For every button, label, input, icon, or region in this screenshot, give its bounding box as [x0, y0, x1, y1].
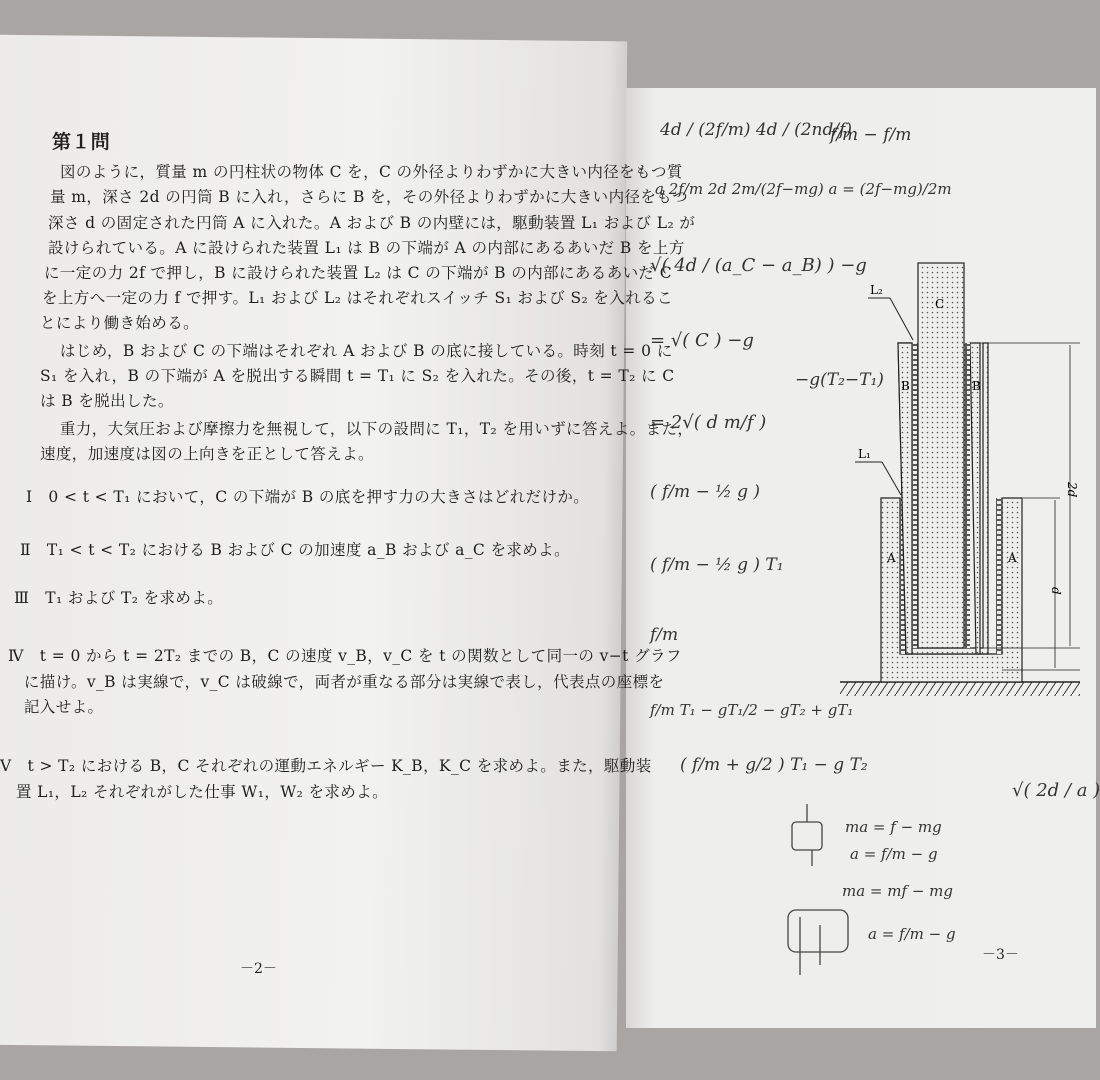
question-2-line: Ⅱ T₁ < t < T₂ における B および C の加速度 a_B および a_C を求めよ。	[20, 541, 570, 559]
paragraph-line: 図のように，質量 m の円柱状の物体 C を，C の外径よりわずかに大きい内径をもつ質	[60, 163, 683, 181]
note: √( 2d / a )	[1012, 780, 1100, 801]
left-page-number: －2－	[240, 961, 277, 977]
label-b-left: B	[901, 379, 910, 393]
cylinder-figure	[840, 250, 1080, 710]
paragraph-line: S₁ を入れ，B の下端が A を脱出する瞬間 t = T₁ に S₂ を入れた。その後，t = T₂ に C	[40, 367, 675, 385]
note: ma = f − mg	[845, 818, 942, 836]
paragraph-line: はじめ，B および C の下端はそれぞれ A および B の底に接している。時刻 t = 0 に	[44, 342, 673, 360]
free-body-sketch-2	[780, 905, 870, 985]
note: a = f/m − g	[868, 925, 956, 943]
leader-line-l1	[882, 462, 901, 495]
note: ma = mf − mg	[842, 882, 953, 900]
note: ( f/m − ½ g )	[650, 482, 761, 502]
right-page-number: －3－	[982, 947, 1019, 963]
label-a-left: A	[887, 551, 896, 565]
paragraph-line: 速度，加速度は図の上向きを正として答えよ。	[40, 445, 374, 463]
ground-hatch	[840, 682, 1080, 696]
device-l2-right	[964, 343, 970, 648]
label-l1: L₁	[858, 447, 871, 461]
label-c: C	[935, 297, 945, 311]
device-l1-right	[996, 498, 1002, 654]
question-3-line: Ⅲ T₁ および T₂ を求めよ。	[14, 589, 224, 607]
note: f/m T₁ − gT₁/2 − gT₂ + gT₁	[650, 701, 854, 719]
label-b-right: B	[972, 379, 981, 393]
note: f/m − f/m	[830, 125, 912, 145]
object-c	[918, 263, 964, 648]
label-d: d	[1049, 587, 1063, 595]
paragraph-line: は B を脱出した。	[40, 392, 174, 410]
note: = 2√( d m/f )	[650, 412, 767, 433]
note: = √( C ) −g	[650, 330, 754, 351]
question-4-line: 記入せよ。	[8, 698, 104, 716]
paragraph-line: 深さ d の固定された円筒 A に入れた。A および B の内壁には，駆動装置 L₁ および L₂ が	[48, 214, 696, 232]
note: 4d / (2f/m) 4d / (2nd/f)	[660, 120, 853, 140]
paragraph-line: を上方へ一定の力 f で押す。L₁ および L₂ はそれぞれスイッチ S₁ および S₂ を入れるこ	[42, 289, 673, 307]
free-body-sketch-1	[780, 800, 850, 870]
note: √( 4d / (a_C − a_B) ) −g	[650, 255, 867, 276]
note: a 2f/m 2d 2m/(2f−mg) a = (2f−mg)/2m	[655, 180, 952, 198]
paragraph-line: 重力，大気圧および摩擦力を無視して，以下の設問に T₁，T₂ を用いずに答えよ。また，	[44, 420, 694, 438]
paragraph-line: に一定の力 2f で押し，B に設けられた装置 L₂ は C の下端が B の内部にあるあいだ C	[44, 264, 672, 282]
label-a-right: A	[1008, 551, 1017, 565]
paragraph-line: 量 m，深さ 2d の円筒 B に入れ，さらに B を，その外径よりわずかに大きい内径をもつ	[50, 188, 689, 206]
note: ( f/m + g/2 ) T₁ − g T₂	[680, 755, 868, 775]
note: ( f/m − ½ g ) T₁	[650, 555, 784, 575]
label-l2: L₂	[870, 283, 883, 297]
leader-line-l2	[890, 298, 913, 340]
note: a = f/m − g	[850, 845, 938, 863]
note: −g(T₂−T₁)	[795, 370, 884, 390]
question-4-line: Ⅳ t = 0 から t = 2T₂ までの B，C の速度 v_B，v_C を t の関数として同一の v−t グラフ	[8, 647, 682, 665]
paragraph-line: 設けられている。A に設けられた装置 L₁ は B の下端が A の内部にあるあいだ B を上方	[48, 239, 685, 257]
note: f/m	[650, 625, 679, 645]
question-5-line: 置 L₁，L₂ それぞれがした仕事 W₁，W₂ を求めよ。	[0, 783, 389, 801]
paragraph-line: とにより働き始める。	[40, 314, 200, 332]
question-4-line: に描け。v_B は実線で，v_C は破線で，両者が重なる部分は実線で表し，代表点の座標を	[8, 673, 665, 691]
question-5-line: Ⅴ t > T₂ における B，C それぞれの運動エネルギー K_B，K_C を求めよ。また，駆動装	[0, 757, 652, 775]
problem-heading: 第１問	[52, 131, 111, 153]
question-1-line: Ⅰ 0 < t < T₁ において，C の下端が B の底を押す力の大きさはどれだけか。	[26, 488, 590, 506]
label-2d: 2d	[1065, 482, 1079, 498]
device-l2-left	[912, 343, 918, 648]
